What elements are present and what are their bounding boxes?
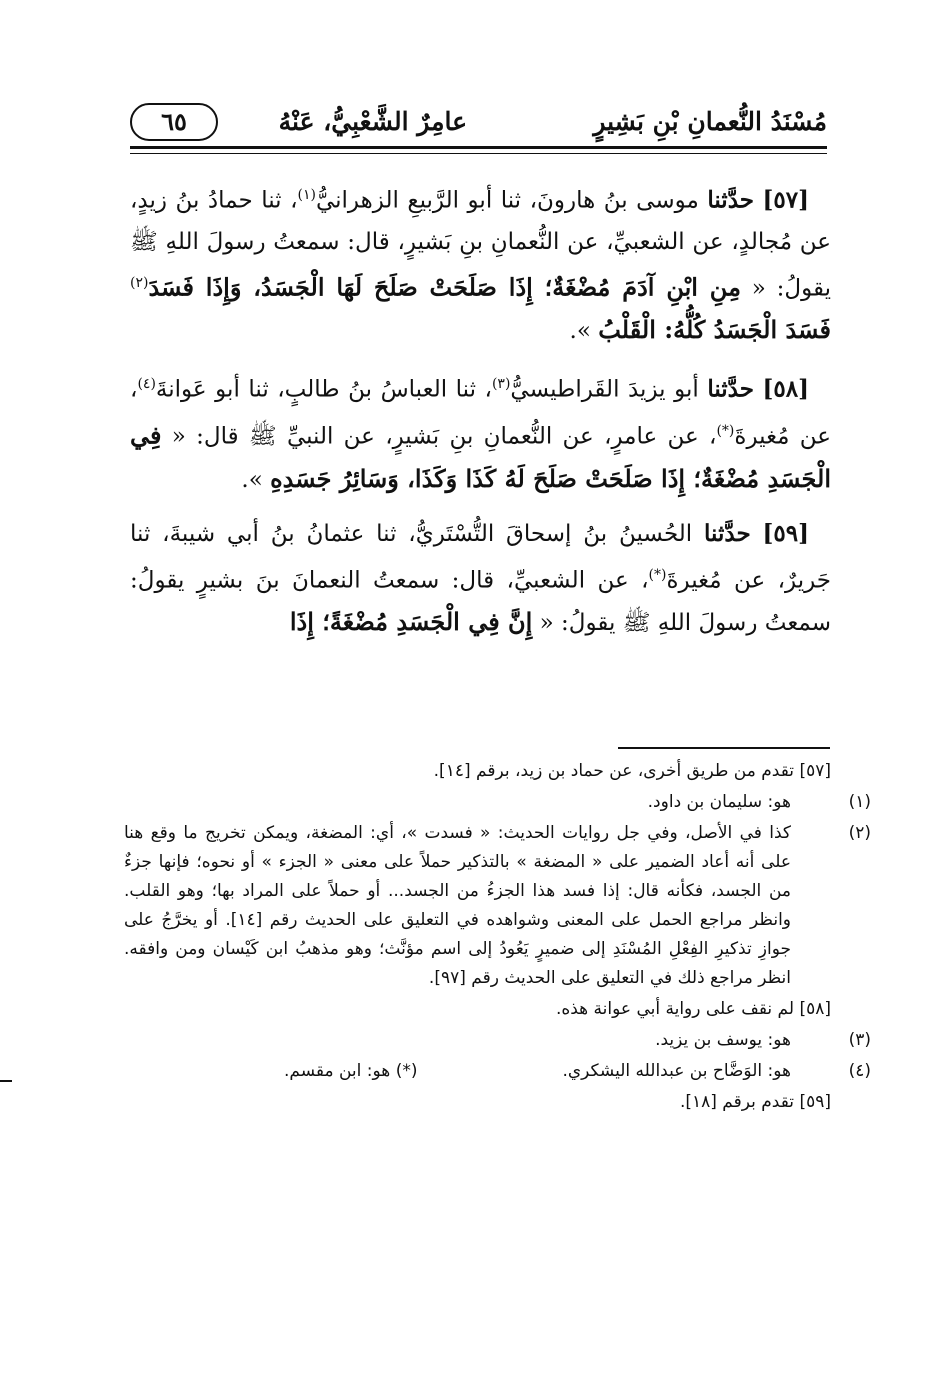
header-rule-thin — [130, 153, 827, 154]
footnote-text: هو: يوسف بن يزيد. — [655, 1030, 791, 1050]
footnote-separator — [618, 747, 830, 749]
footnote-text: تقدم من طريق أخرى، عن حماد بن زيد، برقم [١٤]. — [433, 761, 795, 781]
footnote — [124, 1057, 871, 1086]
footnote-ref: (*) — [648, 566, 667, 583]
footnote-pair — [284, 1057, 418, 1086]
hadith-lead: حدَّثنا — [707, 375, 754, 403]
page-number: ٦٥ — [130, 103, 218, 141]
isnad-text: ، ثنا حمادُ بنُ زيدٍ، عن مُجالدٍ، عن الشعبيِّ، عن النُّعمانِ بنِ بَشيرٍ، قال: سمعتُ رسولَ اللهِ ﷺ يقولُ: « — [130, 187, 832, 302]
margin-mark — [0, 1080, 12, 1082]
quote-close: ». — [241, 466, 263, 493]
hadith-number: [٥٧] — [762, 186, 809, 214]
footnote — [124, 757, 831, 786]
footnote-ref: (٤) — [137, 376, 156, 393]
footnote-number: [٥٧] — [799, 761, 831, 781]
footnote-text: تقدم برقم [١٨]. — [679, 1092, 795, 1112]
footnote — [124, 1026, 871, 1055]
matn-text: فِي الْجَسَدِ مُضْغَةٌ؛ إِذَا صَلَحَتْ صَلَحَ لَهُ كَذَا وَكَذَا، وَسَائِرُ جَسَدِهِ — [130, 420, 831, 493]
footnote-number: (٢) — [848, 823, 871, 843]
hadith-59 — [130, 513, 831, 645]
footnote-number: (١) — [848, 792, 871, 812]
footnote-number: (٤) — [848, 1061, 871, 1081]
footnote — [124, 819, 871, 993]
matn-text: مِنِ ابْنِ آدَمَ مُضْغَةٌ؛ إِذَا صَلَحَتْ صَلَحَ لَهَا الْجَسَدُ، وَإِذَا فَسَدَ — [148, 272, 741, 302]
hadith-58 — [130, 364, 831, 500]
running-title: مُسْنَدُ النُّعمانِ بْنِ بَشِيرٍ — [593, 107, 827, 136]
footnote-number: [٥٩] — [799, 1092, 831, 1112]
isnad-text: ، عن عامرٍ، عن النُّعمانِ بنِ بَشيرٍ، عن النبيِّ ﷺ قال: « — [171, 423, 717, 450]
isnad-text: الحُسينُ بنُ إسحاقَ التُّسْتَريُّ، ثنا عثمانُ بنُ أبي شيبةَ، ثنا جَريرٌ، عن مُغيرةَ — [130, 520, 832, 594]
page-header — [130, 95, 827, 147]
matn-text: إِنَّ فِي الْجَسَدِ مُضْغَةً؛ إِذَا — [289, 607, 533, 637]
footnote-text: هو: الوَضَّاح بن عبدالله اليشكري. — [562, 1061, 791, 1081]
isnad-text: ، عن مُغيرةَ — [130, 376, 832, 450]
footnote-ref: (١) — [297, 187, 316, 203]
isnad-text: ، ثنا العباسُ بنُ طالبٍ، ثنا أبو عَوانةَ — [155, 376, 492, 403]
footnotes — [124, 757, 871, 1119]
footnote — [124, 1088, 831, 1117]
hadith-57 — [130, 175, 831, 352]
hadith-number: [٥٨] — [762, 375, 809, 403]
main-text — [130, 175, 831, 656]
footnote — [124, 788, 871, 817]
isnad-text: موسى بنُ هارونَ، ثنا أبو الرَّبيعِ الزهرانيُّ — [315, 187, 699, 214]
footnote — [124, 995, 831, 1024]
hadith-lead: حدَّثنا — [704, 519, 751, 547]
quote-close: ». — [569, 318, 591, 345]
footnote-number: (*) — [395, 1061, 418, 1081]
footnote-ref: (٢) — [130, 274, 149, 291]
footnote-pair — [562, 1057, 871, 1086]
matn-text: فَسَدَ الْجَسَدُ كُلُّهُ: الْقَلْبُ — [598, 315, 831, 345]
isnad-text: أبو يزيدَ القَراطيسيُّ — [510, 376, 699, 403]
hadith-number: [٥٩] — [762, 519, 809, 547]
footnote-number: (٣) — [848, 1030, 871, 1050]
footnote-ref: (*) — [716, 422, 735, 439]
footnote-ref: (٣) — [491, 376, 511, 393]
footnote-text: هو: سليمان بن داود. — [647, 792, 791, 812]
header-rule-thick — [130, 146, 827, 149]
isnad-text: ، عن الشعبيِّ، قال: سمعتُ النعمانَ بنَ بشيرٍ يقولُ: سمعتُ رسولَ اللهِ ﷺ يقولُ: « — [130, 567, 831, 637]
footnote-text: لم نقف على رواية أبي عوانة هذه. — [555, 999, 795, 1019]
footnote-number: [٥٨] — [799, 999, 831, 1019]
footnote-text: كذا في الأصل، وفي جل روايات الحديث: « فسدت »، أي: المضغة، ويمكن تخريج ما وقع هنا على أنه أعاد الضمير على « المضغة » بالتذكير حملاً على معنى « الجزء » أو نحوه؛ فإنها جزءٌ من الجسد، فكأنه قال: إذا فسد هذا الجزءُ من الجسد... أو حملاً على المراد بها؛ وهو القلب. وانظر مراجع الحمل على المعنى وشواهده في التعليق على الحديث رقم [١٤]. أو يخرَّجُ على جوازِ تذكيرِ الفِعْلِ المُسْنَدِ إلى ضميرٍ يَعُودُ إلى اسم مؤنَّث؛ وهو مذهبُ ابن كَيْسان ومن وافقه. انظر مراجع ذلك في التعليق على الحديث رقم [٩٧]. — [124, 823, 791, 988]
running-subtitle: عامِرٌ الشَّعْبِيُّ، عَنْهُ — [278, 107, 467, 136]
hadith-lead: حدَّثنا — [707, 186, 754, 214]
footnote-text: هو: ابن مقسم. — [284, 1061, 391, 1081]
